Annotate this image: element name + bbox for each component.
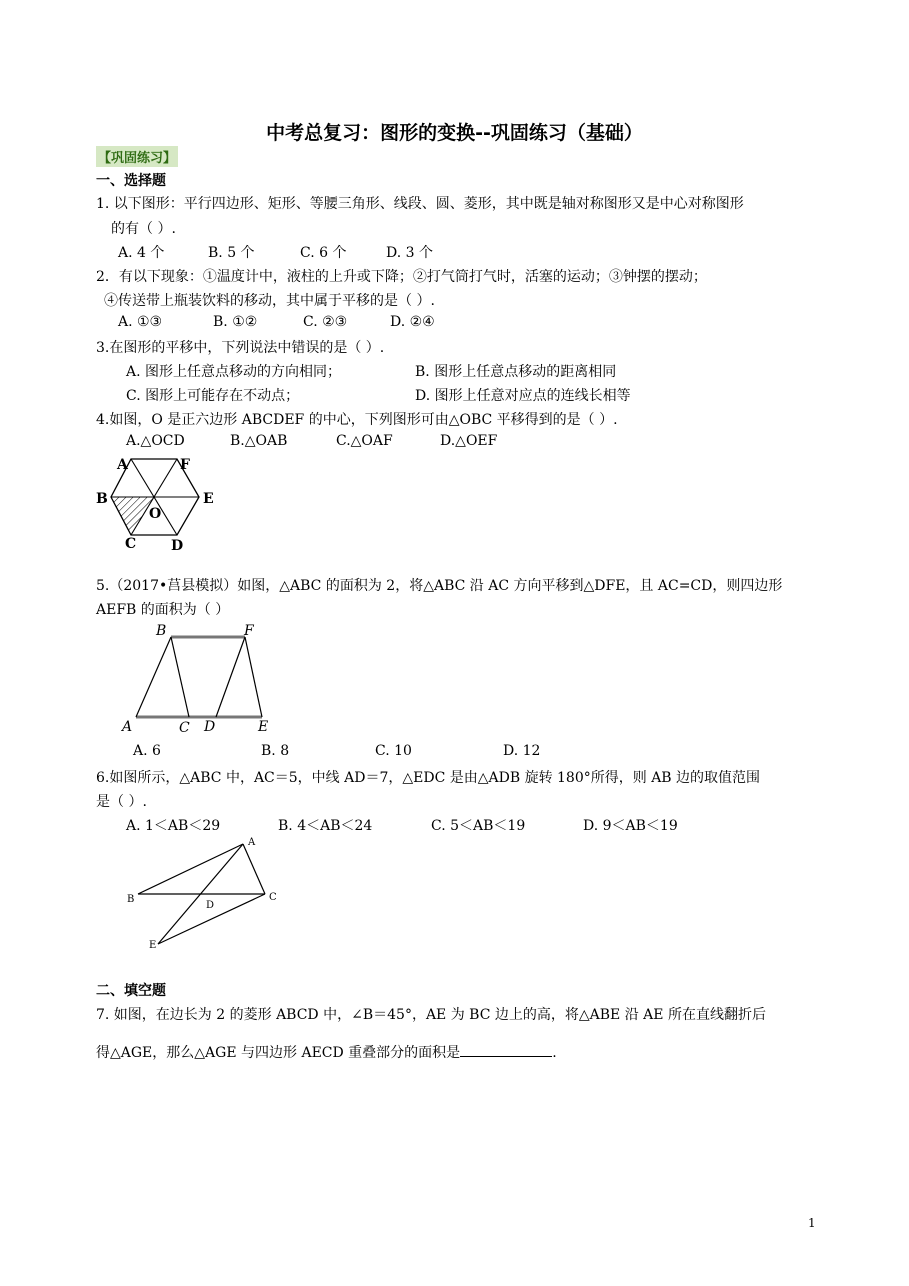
label-c: C — [179, 720, 190, 736]
label-d: D — [206, 900, 215, 911]
q7-line1: 7. 如图，在边长为 2 的菱形 ABCD 中，∠B＝45°，AE 为 BC 边上的高，将△ABE 沿 AE 所在直线翻折后 — [96, 1007, 766, 1023]
q1-line1: 1. 以下图形：平行四边形、矩形、等腰三角形、线段、圆、菱形，其中既是轴对称图形又是中心对称图形 — [96, 196, 744, 212]
q5-line1: 5.（2017•莒县模拟）如图，△ABC 的面积为 2，将△ABC 沿 AC 方向平移到△DFE，且 AC=CD，则四边形 — [96, 578, 783, 594]
q6-line2: 是（ ）. — [96, 794, 147, 810]
q3-option-a: A. 图形上任意点移动的方向相同； — [126, 364, 342, 380]
label-d: D — [171, 538, 184, 553]
q5-option-d: D. 12 — [503, 743, 541, 759]
section-tag: 【巩固练习】 — [96, 146, 178, 167]
label-o: O — [149, 506, 162, 522]
q5-line2: AEFB 的面积为（ ） — [96, 602, 230, 618]
q6-option-b: B. 4＜AB＜24 — [278, 818, 373, 834]
q6-option-d: D. 9＜AB＜19 — [583, 818, 678, 834]
q2-line2: ④传送带上瓶装饮料的移动，其中属于平移的是（ ）. — [104, 293, 435, 309]
label-a: A — [248, 837, 256, 848]
label-f: F — [180, 457, 190, 473]
q1-option-d: D. 3 个 — [386, 245, 433, 261]
q3-line1: 3.在图形的平移中，下列说法中错误的是（ ）. — [96, 340, 385, 356]
q4-option-a: A.△OCD — [126, 433, 185, 449]
shaded-triangle-obc — [111, 497, 154, 535]
q6-option-a: A. 1＜AB＜29 — [126, 818, 221, 834]
label-e: E — [203, 491, 214, 507]
q1-option-a: A. 4 个 — [118, 245, 165, 261]
page-title: 中考总复习：图形的变换--巩固练习（基础） — [266, 122, 643, 144]
q4-option-c: C.△OAF — [336, 433, 393, 449]
q7-line2-wrap — [96, 1042, 557, 1062]
q6-line1: 6.如图所示，△ABC 中，AC＝5，中线 AD＝7，△EDC 是由△ADB 旋转 180°所得，则 AB 边的取值范围 — [96, 770, 761, 786]
hexagon-figure — [92, 453, 222, 553]
q5-option-c: C. 10 — [375, 743, 412, 759]
section-heading-fill: 二、填空题 — [96, 983, 166, 999]
q2-line1: 2．有以下现象：①温度计中，液柱的上升或下降；②打气筒打气时，活塞的运动；③钟摆的摆动； — [96, 269, 707, 285]
page-number: 1 — [808, 1216, 816, 1230]
q4-option-d: D.△OEF — [440, 433, 498, 449]
q2-option-b: B. ①② — [213, 314, 258, 330]
label-a: A — [122, 719, 133, 735]
q2-option-c: C. ②③ — [303, 314, 348, 330]
q4-line1: 4.如图，O 是正六边形 ABCDEF 的中心，下列图形可由△OBC 平移得到的是（ ）. — [96, 412, 618, 428]
label-c: C — [125, 536, 137, 552]
label-a: A — [117, 457, 128, 473]
q7-line2-end: . — [552, 1045, 557, 1061]
label-c: C — [269, 892, 277, 903]
q5-option-b: B. 8 — [261, 743, 290, 759]
q1-line2: 的有（ ）. — [111, 221, 176, 237]
label-d: D — [204, 719, 216, 735]
q4-option-b: B.△OAB — [230, 433, 288, 449]
label-e: E — [258, 719, 269, 735]
q1-option-b: B. 5 个 — [208, 245, 255, 261]
q2-option-d: D. ②④ — [390, 314, 435, 330]
q1-option-c: C. 6 个 — [300, 245, 347, 261]
label-b: B — [156, 623, 167, 639]
label-b: B — [127, 894, 135, 905]
translation-figure — [118, 620, 278, 738]
answer-blank — [460, 1043, 552, 1057]
label-e: E — [149, 940, 157, 951]
q5-option-a: A. 6 — [133, 743, 161, 759]
q6-option-c: C. 5＜AB＜19 — [431, 818, 526, 834]
q3-option-d: D. 图形上任意对应点的连线长相等 — [415, 388, 631, 404]
label-b: B — [96, 491, 108, 507]
q7-line2: 得△AGE，那么△AGE 与四边形 AECD 重叠部分的面积是 — [96, 1045, 461, 1061]
label-f: F — [244, 623, 254, 639]
section-heading-choice: 一、选择题 — [96, 173, 166, 189]
rotation-figure — [120, 832, 290, 952]
q3-option-c: C. 图形上可能存在不动点； — [126, 388, 300, 404]
q3-option-b: B. 图形上任意点移动的距离相同 — [415, 364, 617, 380]
q2-option-a: A. ①③ — [118, 314, 163, 330]
